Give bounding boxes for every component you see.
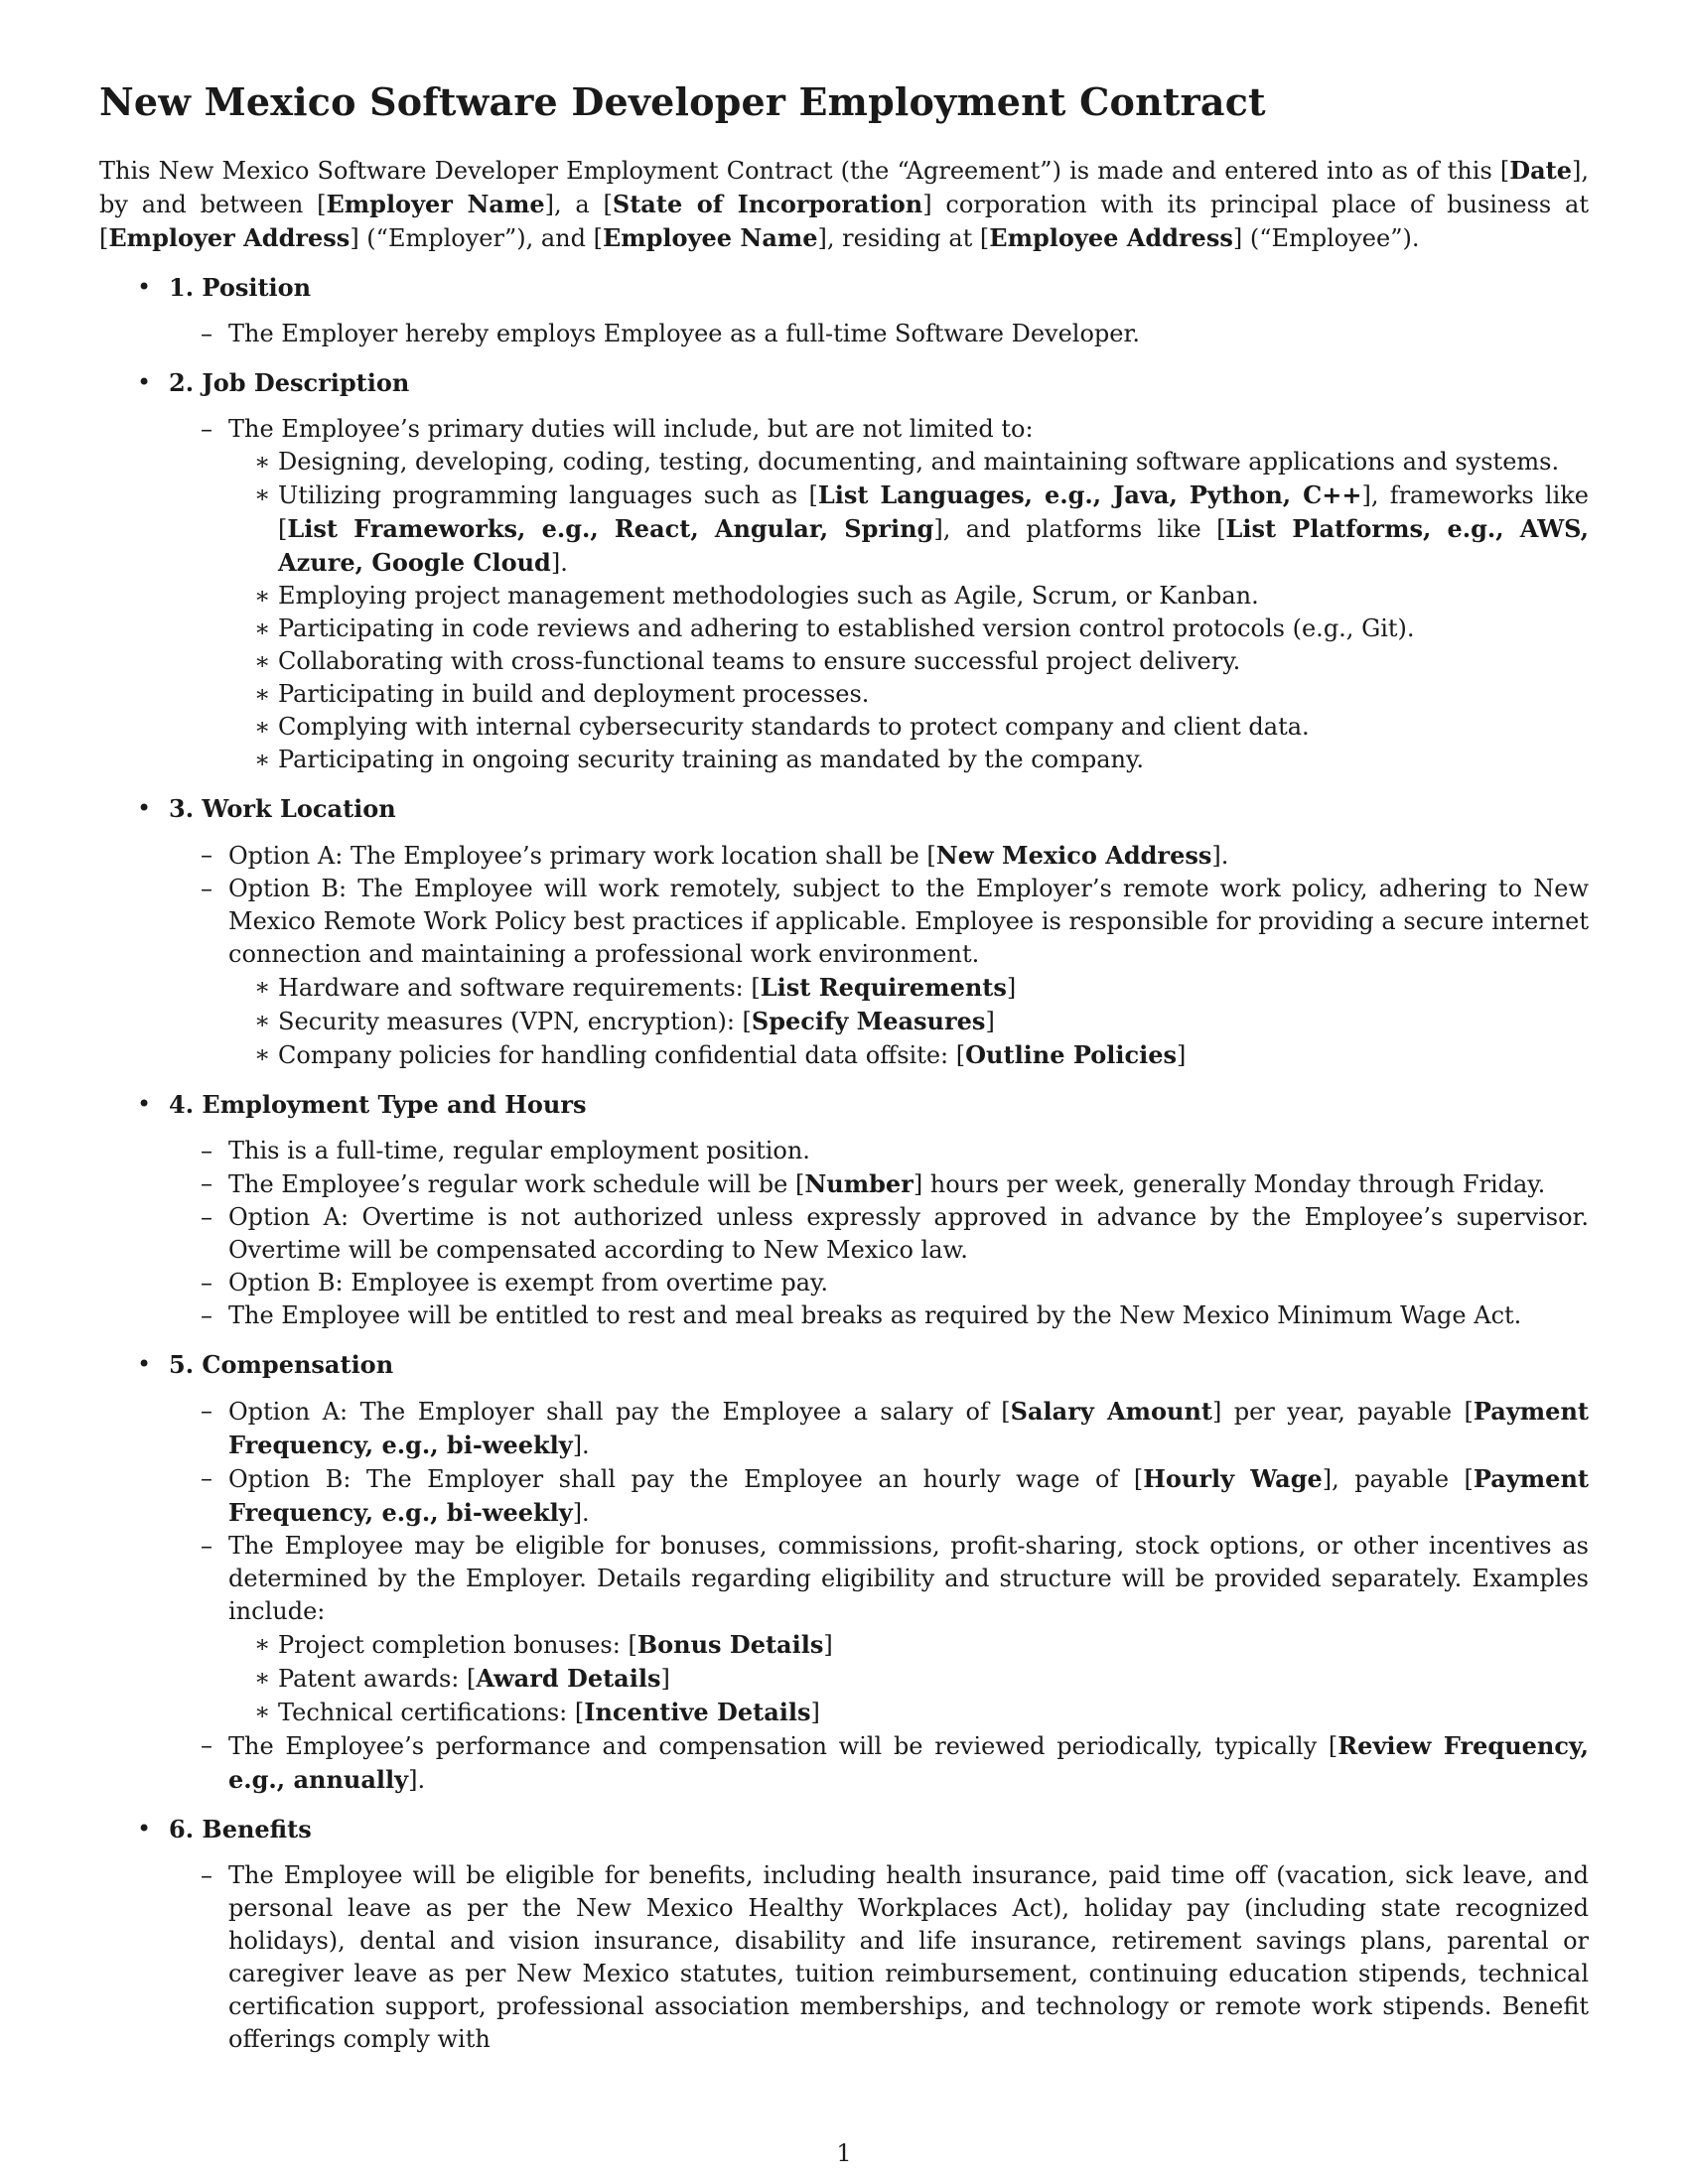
duty-item: ∗ Participating in ongoing security training as mandated by the company. <box>228 744 1589 776</box>
intro-text: ], by and between [ <box>99 157 1589 218</box>
clause-item: – This is a full-time, regular employment position. <box>169 1135 1589 1167</box>
incentive-text: ] <box>823 1631 833 1659</box>
intro-paragraph <box>99 154 1589 255</box>
placeholder-pay-frequency: Payment Frequency, e.g., bi-weekly <box>228 1464 1589 1527</box>
clause-text: Option B: The Employer shall pay the Employee an hourly wage of [ <box>228 1465 1144 1493</box>
section-list <box>99 271 1589 2056</box>
incentive-text: Patent awards: [ <box>278 1665 477 1693</box>
clause-text: ]. <box>1211 842 1229 870</box>
clause-text: The Employee’s performance and compensation will be reviewed periodically, typically [ <box>228 1732 1338 1760</box>
intro-text: ] (“Employer”), and [ <box>350 224 603 252</box>
requirement-list <box>228 971 1589 1072</box>
clause-text: The Employee may be eligible for bonuses, commissions, profit-sharing, stock options, or other incentives as determined by the Employer. Details regarding eligibility and structure will be provided separately. Examples include: <box>228 1532 1589 1625</box>
document-title: New Mexico Software Developer Employment Contract <box>99 79 1266 124</box>
placeholder-hours: Number <box>804 1169 914 1198</box>
clause-text: The Employee’s regular work schedule will be [ <box>228 1170 805 1198</box>
clause-text: ] hours per week, generally Monday through Friday. <box>913 1170 1546 1198</box>
clause-text: ]. <box>572 1432 590 1459</box>
placeholder-salary: Salary Amount <box>1010 1397 1212 1426</box>
clause-list <box>169 1859 1589 2056</box>
intro-text: This New Mexico Software Developer Employment Contract (the “Agreement”) is made and entered into as of this [ <box>99 157 1510 185</box>
requirement-text: ] <box>1006 974 1017 1002</box>
placeholder-frameworks: List Frameworks, e.g., React, Angular, Spring <box>287 514 934 543</box>
requirement-text: ] <box>985 1008 995 1035</box>
duty-item: ∗ Participating in code reviews and adhering to established version control protocols (e.g., Git). <box>228 613 1589 645</box>
section-position <box>99 271 1589 350</box>
duty-item: ∗ Participating in build and deployment processes. <box>228 678 1589 711</box>
incentive-list <box>228 1628 1589 1729</box>
duty-item: ∗ Employing project management methodologies such as Agile, Scrum, or Kanban. <box>228 580 1589 613</box>
placeholder-nm-address: New Mexico Address <box>935 841 1212 870</box>
section-benefits <box>99 1813 1589 2056</box>
placeholder-employer-name: Employer Name <box>326 190 545 218</box>
clause-item <box>169 1395 1589 1462</box>
incentive-text: Project completion bonuses: [ <box>278 1631 637 1659</box>
intro-text: ] corporation with its principal place of business at [ <box>99 191 1589 252</box>
placeholder-bonus: Bonus Details <box>636 1630 824 1659</box>
clause-item <box>169 1729 1589 1797</box>
placeholder-platforms: List Platforms, e.g., AWS, Azure, Google Cloud <box>278 514 1589 577</box>
placeholder-languages: List Languages, e.g., Java, Python, C++ <box>817 480 1362 509</box>
incentive-item <box>228 1628 1589 1662</box>
clause-item: – The Employee will be entitled to rest and meal breaks as required by the New Mexico Minimum Wage Act. <box>169 1299 1589 1332</box>
section-title: • 1. Position <box>169 273 312 302</box>
placeholder-state: State of Incorporation <box>612 190 923 218</box>
placeholder-pay-frequency: Payment Frequency, e.g., bi-weekly <box>228 1397 1589 1459</box>
placeholder-employer-address: Employer Address <box>108 223 351 252</box>
section-employment-type <box>99 1088 1589 1332</box>
placeholder-award: Award Details <box>476 1664 661 1693</box>
duty-text: ], frameworks like [ <box>278 481 1589 543</box>
placeholder-review-frequency: Review Frequency, e.g., annually <box>228 1731 1589 1794</box>
clause-list <box>169 413 1589 776</box>
clause-list <box>169 1135 1589 1332</box>
clause-text: The Employee’s primary duties will include, but are not limited to: <box>228 415 1034 443</box>
requirement-text: Security measures (VPN, encryption): [ <box>278 1008 752 1035</box>
clause-text: Option A: The Employer shall pay the Employee a salary of [ <box>228 1398 1011 1426</box>
document-page <box>99 79 1589 2072</box>
clause-item: – Option B: Employee is exempt from overtime pay. <box>169 1267 1589 1299</box>
placeholder-policies: Outline Policies <box>965 1040 1178 1069</box>
clause-text: Option A: The Employee’s primary work location shall be [ <box>228 842 936 870</box>
clause-item <box>169 413 1589 776</box>
placeholder-date: Date <box>1509 156 1572 185</box>
duty-item: ∗ Designing, developing, coding, testing, documenting, and maintaining software applications and systems. <box>228 446 1589 478</box>
placeholder-hourly-wage: Hourly Wage <box>1143 1464 1323 1493</box>
clause-item: – Option A: Overtime is not authorized unless expressly approved in advance by the Employee’s supervisor. Overtime will be compensated according to New Mexico law. <box>169 1201 1589 1267</box>
clause-list <box>169 839 1589 1072</box>
clause-text: ]. <box>408 1766 426 1794</box>
duty-text: Utilizing programming languages such as [ <box>278 481 818 509</box>
intro-text: ] (“Employee”). <box>1232 224 1420 252</box>
clause-text: ], payable [ <box>1322 1465 1474 1493</box>
duty-text: ]. <box>550 549 568 577</box>
clause-item <box>169 1530 1589 1729</box>
placeholder-incentive: Incentive Details <box>584 1698 811 1726</box>
page-number: 1 <box>836 2139 852 2167</box>
clause-text: ] per year, payable [ <box>1211 1398 1474 1426</box>
duty-list <box>228 446 1589 776</box>
clause-text: Option B: The Employee will work remotely, subject to the Employer’s remote work policy, adhering to New Mexico Remote Work Policy best practices if applicable. Employee is responsible for providing a secure internet connection and maintaining a professional work environment. <box>228 875 1589 968</box>
duty-text: ], and platforms like [ <box>933 515 1226 543</box>
requirement-item <box>228 1038 1589 1072</box>
incentive-item <box>228 1696 1589 1729</box>
clause-list <box>169 1395 1589 1797</box>
intro-text: ], residing at [ <box>817 224 990 252</box>
section-title: • 2. Job Description <box>169 368 410 397</box>
clause-item <box>169 1462 1589 1530</box>
section-title: • 6. Benefits <box>169 1815 312 1843</box>
clause-list <box>169 318 1589 350</box>
clause-item: – The Employee will be eligible for benefits, including health insurance, paid time off (vacation, sick leave, and personal leave as per the New Mexico Healthy Workplaces Act), holiday pay (including state recognized holidays), dental and vision insurance, disability and life insurance, retirement savings plans, parental or caregiver leave as per New Mexico statutes, tuition reimbursement, continuing education stipends, technical certification support, professional association memberships, and technology or remote work stipends. Benefit offerings comply with <box>169 1859 1589 2056</box>
placeholder-measures: Specify Measures <box>751 1007 986 1035</box>
clause-item <box>169 1167 1589 1201</box>
section-compensation <box>99 1348 1589 1797</box>
clause-item: – The Employer hereby employs Employee as a full-time Software Developer. <box>169 318 1589 350</box>
section-title: • 3. Work Location <box>169 794 396 823</box>
incentive-text: Technical certifications: [ <box>278 1699 585 1726</box>
clause-item <box>169 839 1589 873</box>
placeholder-employee-address: Employee Address <box>989 223 1233 252</box>
clause-item <box>169 873 1589 1072</box>
intro-text: ], a [ <box>544 191 613 218</box>
duty-item <box>228 478 1589 580</box>
requirement-text: ] <box>1177 1041 1187 1069</box>
placeholder-requirements: List Requirements <box>760 973 1007 1002</box>
requirement-text: Company policies for handling confidential data offsite: [ <box>278 1041 966 1069</box>
placeholder-employee-name: Employee Name <box>602 223 818 252</box>
section-title: • 4. Employment Type and Hours <box>169 1090 587 1119</box>
incentive-text: ] <box>810 1699 820 1726</box>
requirement-text: Hardware and software requirements: [ <box>278 974 761 1002</box>
section-title: • 5. Compensation <box>169 1350 394 1379</box>
duty-item: ∗ Collaborating with cross-functional teams to ensure successful project delivery. <box>228 645 1589 678</box>
requirement-item <box>228 1005 1589 1038</box>
incentive-text: ] <box>660 1665 670 1693</box>
duty-item: ∗ Complying with internal cybersecurity standards to protect company and client data. <box>228 711 1589 744</box>
requirement-item <box>228 971 1589 1005</box>
clause-text: ]. <box>572 1499 590 1527</box>
section-work-location <box>99 792 1589 1072</box>
section-job-description <box>99 366 1589 776</box>
incentive-item <box>228 1662 1589 1696</box>
